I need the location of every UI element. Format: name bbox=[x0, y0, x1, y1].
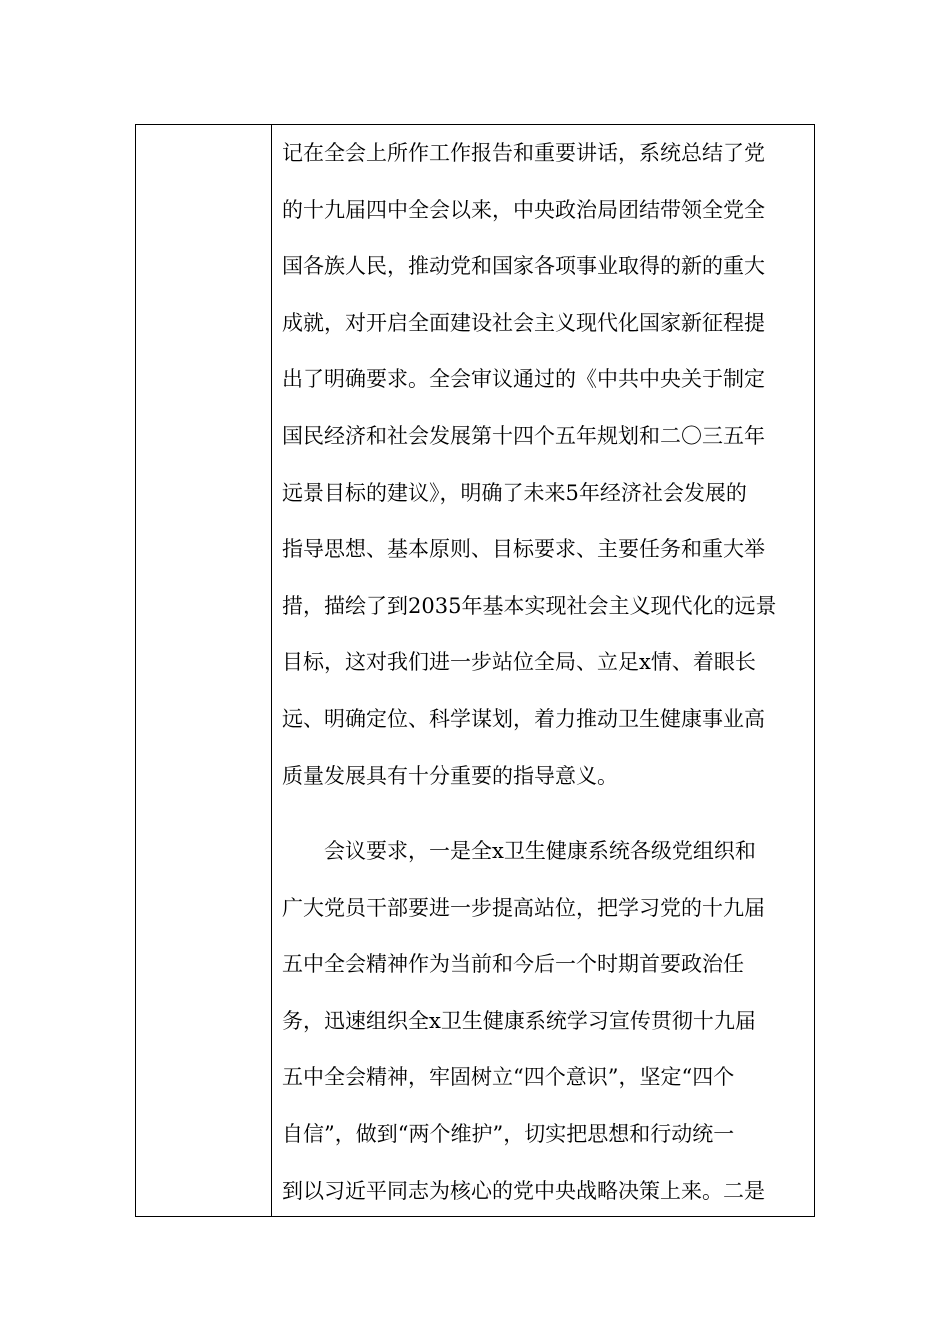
text-line: 目标，这对我们进一步站位全局、立足x情、着眼长 bbox=[282, 650, 756, 675]
table-left-cell bbox=[136, 125, 272, 1216]
text-line: 广大党员干部要进一步提高站位，把学习党的十九届 bbox=[282, 895, 765, 920]
text-line: 指导思想、基本原则、目标要求、主要任务和重大举 bbox=[282, 537, 765, 562]
text-line: 会议要求，一是全x卫生健康系统各级党组织和 bbox=[324, 839, 756, 863]
text-line: 成就，对开启全面建设社会主义现代化国家新征程提 bbox=[282, 310, 765, 335]
text-line: 远、明确定位、科学谋划，着力推动卫生健康事业高 bbox=[282, 707, 765, 731]
text-line: 远景目标的建议》，明确了未来5年经济社会发展的 bbox=[282, 480, 747, 505]
text-line: 的十九届四中全会以来，中央政治局团结带领全党全 bbox=[282, 197, 765, 222]
text-line: 务，迅速组织全x卫生健康系统学习宣传贯彻十九届 bbox=[282, 1008, 756, 1033]
text-line: 五中全会精神作为当前和今后一个时期首要政治任 bbox=[282, 952, 744, 977]
table-right-cell bbox=[272, 125, 814, 1216]
text-line: 质量发展具有十分重要的指导意义。 bbox=[282, 763, 618, 788]
text-line: 记在全会上所作工作报告和重要讲话，系统总结了党 bbox=[282, 141, 765, 165]
text-line: 国民经济和社会发展第十四个五年规划和二〇三五年 bbox=[282, 424, 765, 448]
text-line: 五中全会精神，牢固树立“四个意识”，坚定“四个 bbox=[282, 1065, 735, 1090]
text-line: 出了明确要求。全会审议通过的《中共中央关于制定 bbox=[282, 367, 765, 392]
text-line: 措，描绘了到2035年基本实现社会主义现代化的远景 bbox=[282, 593, 777, 618]
text-line: 国各族人民，推动党和国家各项事业取得的新的重大 bbox=[282, 254, 765, 279]
text-line: 自信”，做到“两个维护”，切实把思想和行动统一 bbox=[282, 1122, 735, 1146]
text-line: 到以习近平同志为核心的党中央战略决策上来。二是 bbox=[282, 1178, 765, 1203]
document-table bbox=[135, 124, 815, 1217]
